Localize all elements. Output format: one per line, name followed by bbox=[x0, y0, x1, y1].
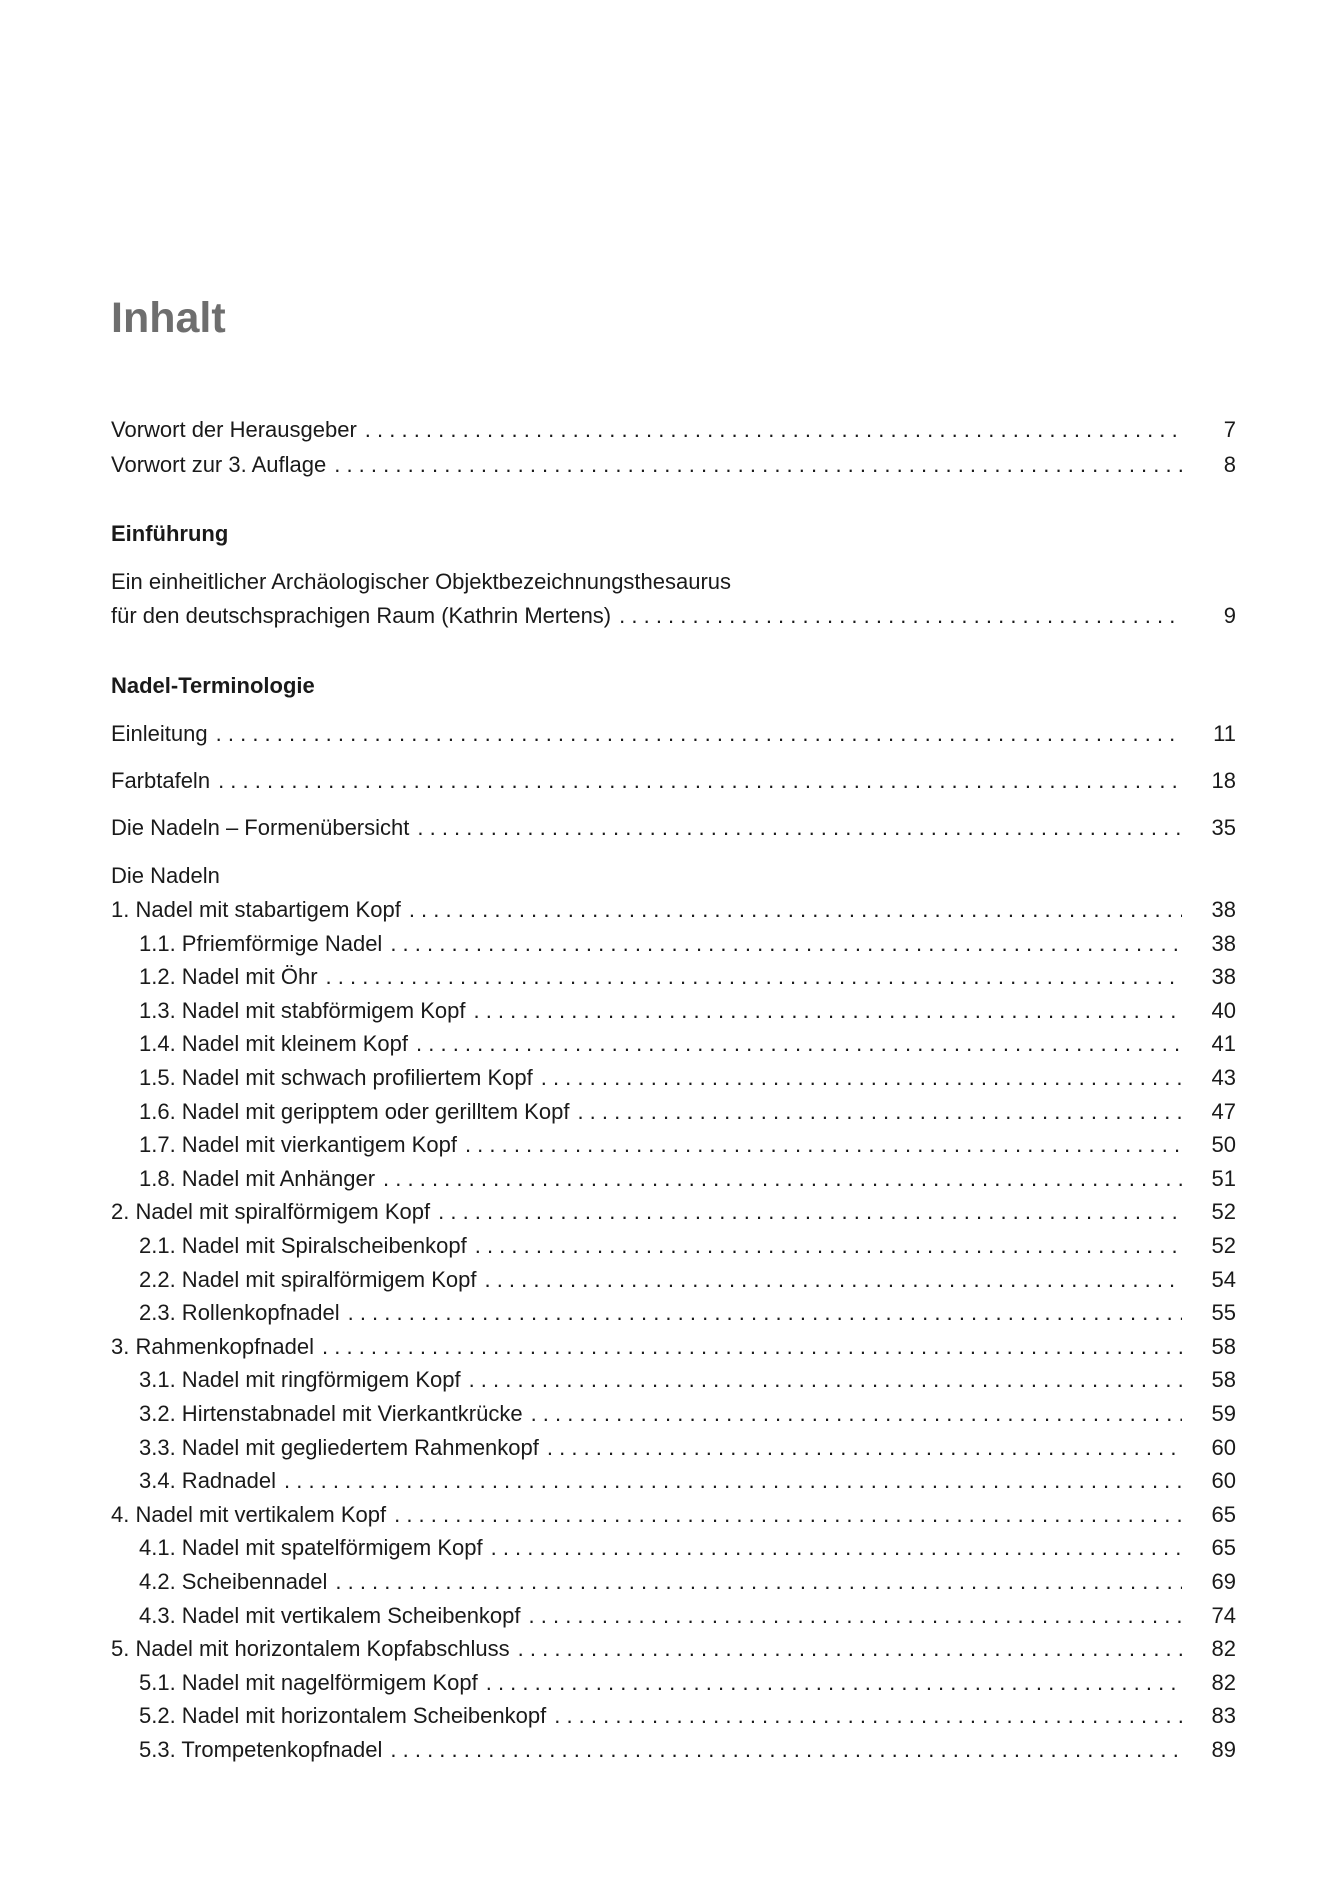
toc-page-number: 11 bbox=[1213, 721, 1236, 746]
toc-entry[interactable] bbox=[111, 767, 1236, 795]
toc-page-number: 51 bbox=[1211, 1166, 1236, 1191]
toc-entry-label: 1.1. Pfriemförmige Nadel bbox=[139, 931, 383, 956]
toc-page-number: 52 bbox=[1211, 1199, 1236, 1224]
toc-entry-label: 4.1. Nadel mit spatelförmigem Kopf bbox=[139, 1535, 483, 1560]
leader-dots bbox=[326, 963, 1182, 991]
toc-page-number: 41 bbox=[1211, 1031, 1236, 1056]
leader-dots bbox=[416, 1030, 1182, 1058]
toc-page-number: 89 bbox=[1211, 1737, 1236, 1762]
leader-dots bbox=[475, 1232, 1182, 1260]
toc-page-number: 43 bbox=[1211, 1065, 1236, 1090]
toc-entry-label: 1.8. Nadel mit Anhänger bbox=[139, 1166, 376, 1191]
toc-entry[interactable] bbox=[139, 1736, 1236, 1764]
toc-entry-label: 2.3. Rollenkopfnadel bbox=[139, 1300, 340, 1325]
toc-page-number: 18 bbox=[1211, 768, 1236, 793]
toc-page-number: 83 bbox=[1211, 1703, 1236, 1728]
toc-entry[interactable] bbox=[111, 416, 1236, 444]
toc-page-number: 38 bbox=[1211, 931, 1236, 956]
leader-dots bbox=[218, 767, 1182, 795]
toc-entry-label: 1. Nadel mit stabartigem Kopf bbox=[111, 897, 401, 922]
leader-dots bbox=[486, 1669, 1182, 1697]
toc-page-number: 54 bbox=[1211, 1267, 1236, 1292]
leader-dots bbox=[335, 1568, 1182, 1596]
toc-entry-label: 3. Rahmenkopfnadel bbox=[111, 1334, 315, 1359]
toc-entry[interactable] bbox=[139, 1669, 1236, 1697]
toc-page-number: 40 bbox=[1211, 998, 1236, 1023]
toc-page-number: 59 bbox=[1211, 1401, 1236, 1426]
toc-entry[interactable] bbox=[111, 451, 1236, 479]
toc-entry-label: 5.2. Nadel mit horizontalem Scheibenkopf bbox=[139, 1703, 547, 1728]
toc-entry-label: Farbtafeln bbox=[111, 768, 211, 793]
toc-page-number: 65 bbox=[1211, 1502, 1236, 1527]
toc-entry[interactable] bbox=[139, 930, 1236, 958]
section-heading-einfuehrung: Einführung bbox=[111, 521, 229, 546]
toc-page-number: 38 bbox=[1211, 964, 1236, 989]
toc-entry-label: Vorwort zur 3. Auflage bbox=[111, 452, 327, 477]
toc-entry-label: 3.3. Nadel mit gegliedertem Rahmenkopf bbox=[139, 1435, 539, 1460]
toc-entry-label: 5.1. Nadel mit nagelförmigem Kopf bbox=[139, 1670, 478, 1695]
toc-entry[interactable] bbox=[139, 1568, 1236, 1596]
toc-page-number: 74 bbox=[1211, 1603, 1236, 1628]
toc-entry[interactable] bbox=[139, 1299, 1236, 1327]
leader-dots bbox=[334, 451, 1182, 479]
toc-page-number: 58 bbox=[1211, 1334, 1236, 1359]
toc-entry[interactable] bbox=[111, 1635, 1236, 1663]
toc-page-number: 8 bbox=[1223, 452, 1236, 477]
toc-entry-label: 2.2. Nadel mit spiralförmigem Kopf bbox=[139, 1267, 477, 1292]
toc-page-number: 82 bbox=[1211, 1670, 1236, 1695]
toc-page-number: 60 bbox=[1211, 1435, 1236, 1460]
toc-page-number: 50 bbox=[1211, 1132, 1236, 1157]
leader-dots bbox=[365, 416, 1182, 444]
toc-entry[interactable] bbox=[111, 1198, 1236, 1226]
leader-dots bbox=[322, 1333, 1182, 1361]
toc-entry[interactable] bbox=[111, 896, 1236, 924]
toc-page-number: 7 bbox=[1223, 417, 1236, 442]
toc-entry[interactable] bbox=[111, 1501, 1236, 1529]
toc-entry[interactable] bbox=[139, 1534, 1236, 1562]
toc-entry-label: 1.5. Nadel mit schwach profiliertem Kopf bbox=[139, 1065, 533, 1090]
toc-entry-label: 4.3. Nadel mit vertikalem Scheibenkopf bbox=[139, 1603, 521, 1628]
toc-entry[interactable] bbox=[139, 1434, 1236, 1462]
toc-entry[interactable] bbox=[139, 1702, 1236, 1730]
toc-entry-label-line1: Ein einheitlicher Archäologischer Objektbezeichnungsthesaurus bbox=[111, 569, 732, 594]
toc-entry-label: Vorwort der Herausgeber bbox=[111, 417, 357, 442]
toc-page-number: 47 bbox=[1211, 1099, 1236, 1124]
toc-entry-label: 4.2. Scheibennadel bbox=[139, 1569, 328, 1594]
toc-page-number: 9 bbox=[1223, 603, 1236, 628]
leader-dots bbox=[465, 1131, 1182, 1159]
toc-page-number: 69 bbox=[1211, 1569, 1236, 1594]
toc-entry[interactable] bbox=[111, 602, 1236, 630]
leader-dots bbox=[409, 896, 1182, 924]
toc-entry-label: 3.1. Nadel mit ringförmigem Kopf bbox=[139, 1367, 461, 1392]
leader-dots bbox=[541, 1064, 1182, 1092]
leader-dots bbox=[216, 720, 1182, 748]
toc-entry[interactable] bbox=[139, 1602, 1236, 1630]
toc-entry-label: für den deutschsprachigen Raum (Kathrin Mertens) bbox=[111, 603, 612, 628]
toc-page-number: 65 bbox=[1211, 1535, 1236, 1560]
leader-dots bbox=[383, 1165, 1182, 1193]
toc-entry[interactable] bbox=[139, 1266, 1236, 1294]
toc-page-number: 82 bbox=[1211, 1636, 1236, 1661]
toc-entry[interactable] bbox=[111, 720, 1236, 748]
leader-dots bbox=[577, 1098, 1182, 1126]
toc-entry[interactable] bbox=[139, 1467, 1236, 1495]
toc-page-number: 52 bbox=[1211, 1233, 1236, 1258]
toc-entry-label: Einleitung bbox=[111, 721, 208, 746]
leader-dots bbox=[390, 930, 1182, 958]
leader-dots bbox=[348, 1299, 1182, 1327]
leader-dots bbox=[284, 1467, 1182, 1495]
toc-entry-label: 4. Nadel mit vertikalem Kopf bbox=[111, 1502, 387, 1527]
leader-dots bbox=[390, 1736, 1182, 1764]
page-title: Inhalt bbox=[111, 294, 226, 342]
toc-entry-label: 1.6. Nadel mit geripptem oder gerilltem Kopf bbox=[139, 1099, 570, 1124]
leader-dots bbox=[469, 1366, 1182, 1394]
leader-dots bbox=[438, 1198, 1182, 1226]
section-heading-nadel-terminologie: Nadel-Terminologie bbox=[111, 673, 315, 698]
toc-entry[interactable] bbox=[111, 1333, 1236, 1361]
leader-dots bbox=[518, 1635, 1182, 1663]
toc-page-number: 60 bbox=[1211, 1468, 1236, 1493]
toc-page-number: 55 bbox=[1211, 1300, 1236, 1325]
leader-dots bbox=[394, 1501, 1182, 1529]
toc-entry[interactable] bbox=[111, 814, 1236, 842]
leader-dots bbox=[473, 997, 1182, 1025]
toc-page-number: 35 bbox=[1211, 815, 1236, 840]
leader-dots bbox=[619, 602, 1182, 630]
toc-entry[interactable] bbox=[139, 1165, 1236, 1193]
toc-entry-label: 3.2. Hirtenstabnadel mit Vierkantkrücke bbox=[139, 1401, 523, 1426]
subsection-label-die-nadeln: Die Nadeln bbox=[111, 863, 220, 888]
leader-dots bbox=[417, 814, 1182, 842]
toc-entry-label: Die Nadeln – Formenübersicht bbox=[111, 815, 410, 840]
leader-dots bbox=[484, 1266, 1182, 1294]
toc-entry-label: 1.2. Nadel mit Öhr bbox=[139, 964, 318, 989]
toc-entry[interactable] bbox=[139, 963, 1236, 991]
toc-page-number: 38 bbox=[1211, 897, 1236, 922]
toc-page-number: 58 bbox=[1211, 1367, 1236, 1392]
toc-entry[interactable] bbox=[139, 1366, 1236, 1394]
toc-entry-label: 2. Nadel mit spiralförmigem Kopf bbox=[111, 1199, 431, 1224]
toc-entry-label: 3.4. Radnadel bbox=[139, 1468, 276, 1493]
toc-entry-label: 5. Nadel mit horizontalem Kopfabschluss bbox=[111, 1636, 510, 1661]
toc-entry[interactable] bbox=[139, 1030, 1236, 1058]
leader-dots bbox=[531, 1400, 1182, 1428]
toc-entry-label: 1.4. Nadel mit kleinem Kopf bbox=[139, 1031, 409, 1056]
toc-entry[interactable] bbox=[139, 1064, 1236, 1092]
leader-dots bbox=[554, 1702, 1182, 1730]
toc-entry[interactable] bbox=[139, 1400, 1236, 1428]
leader-dots bbox=[491, 1534, 1182, 1562]
toc-entry-label: 5.3. Trompetenkopfnadel bbox=[139, 1737, 383, 1762]
toc-entry[interactable] bbox=[139, 1232, 1236, 1260]
toc-entry[interactable] bbox=[139, 997, 1236, 1025]
toc-entry[interactable] bbox=[139, 1098, 1236, 1126]
toc-entry-label: 1.7. Nadel mit vierkantigem Kopf bbox=[139, 1132, 457, 1157]
toc-entry[interactable] bbox=[139, 1131, 1236, 1159]
leader-dots bbox=[529, 1602, 1182, 1630]
leader-dots bbox=[547, 1434, 1182, 1462]
toc-entry-label: 1.3. Nadel mit stabförmigem Kopf bbox=[139, 998, 466, 1023]
toc-entry-label: 2.1. Nadel mit Spiralscheibenkopf bbox=[139, 1233, 467, 1258]
